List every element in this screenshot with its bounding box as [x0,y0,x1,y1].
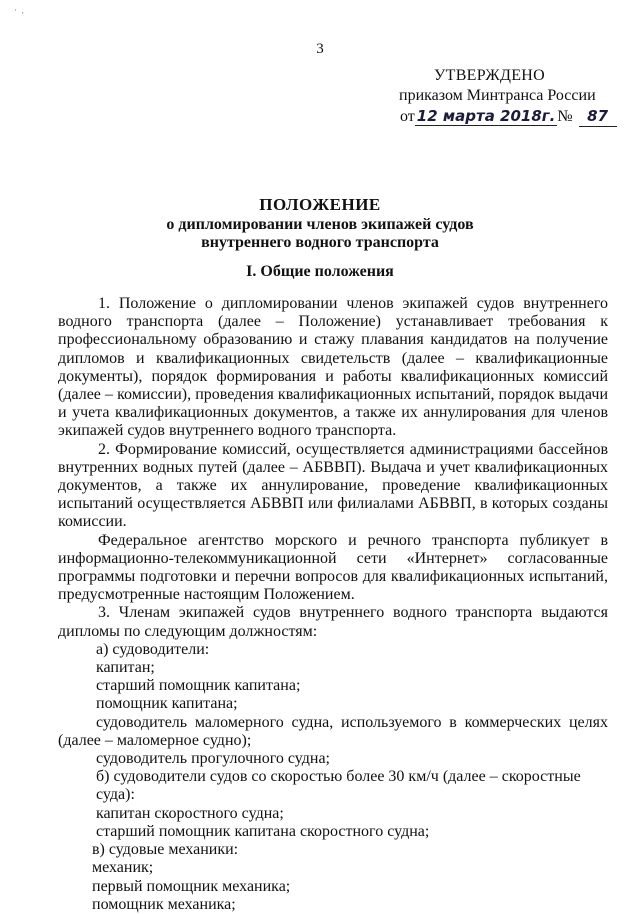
list-item: первый помощник механика; [92,877,291,895]
document-subtitle-line-2: внутреннего водного транспорта [201,234,439,251]
approval-date-line [396,106,609,127]
list-item: капитан скоростного судна; [96,804,284,822]
document-body [58,295,608,914]
approval-heading: УТВЕРЖДЕНО [434,67,546,84]
handwritten-number: 87 [579,106,617,127]
list-item: старший помощник капитана; [96,677,301,695]
handwritten-date: 12 марта 2018г. [416,107,556,125]
list-item: в) судовые механики: [92,841,239,859]
approval-order: приказом Минтранса России [399,87,596,104]
document-title: ПОЛОЖЕНИЕ [259,195,381,214]
page-number: 3 [316,41,324,57]
approval-block [396,66,609,127]
paragraph-3: Федеральное агентство морского и речного транспорта публикует в информационно-телекоммуникационной сети «Интернет» согласованные программы подготовки и перечни вопросов для квалификационных испытаний, предусмотренные настоящим Положением. [58,531,608,604]
document-subtitle-line-1: о дипломировании членов экипажей судов [166,216,474,233]
paragraph-1: 1. Положение о дипломировании членов экипажей судов внутреннего водного транспорта (далее – Положение) устанавливает требования к профессиональному образованию и стажу плавания кандидатов на получение дипломов и квалификационных свидетельств (далее – квалификационные документы), порядок формирования и работы квалификационных комиссий (далее – комиссии), проведения квалификационных испытаний, порядок выдачи и учета квалификационных документов, а также их аннулирования для членов экипажей судов внутреннего водного транспорта. [58,295,608,440]
number-prefix: № [557,108,573,125]
section-heading: I. Общие положения [246,263,394,280]
list-item: судоводитель прогулочного судна; [96,750,330,768]
paragraph-2: 2. Формирование комиссий, осуществляется администрациями бассейнов внутренних водных путей (далее – АБВВП). Выдача и учет квалификационных документов, а также их аннулирование, проведение квалификационных испытаний осуществляется АБВВП или филиалами АБВВП, в которых созданы комиссии. [58,440,608,531]
date-prefix: от [400,108,415,125]
list-item: а) судоводители: [96,640,210,658]
list-item: помощник капитана; [96,695,238,713]
paragraph-4: 3. Членам экипажей судов внутреннего водного транспорта выдаются дипломы по следующим должностям: [58,604,608,640]
list-item: б) судоводители судов со скоростью более 30 км/ч (далее – скоростные суда): [96,768,581,804]
list-item: старший помощник капитана скоростного судна; [96,822,430,840]
list-item: механик; [92,859,154,877]
list-item: судоводитель маломерного судна, используемого в коммерческих целях (далее – маломерное судно); [58,713,608,749]
list-item: капитан; [96,659,155,677]
list-item: помощник механика; [92,895,236,913]
scan-specks: ˙ · [14,8,26,18]
